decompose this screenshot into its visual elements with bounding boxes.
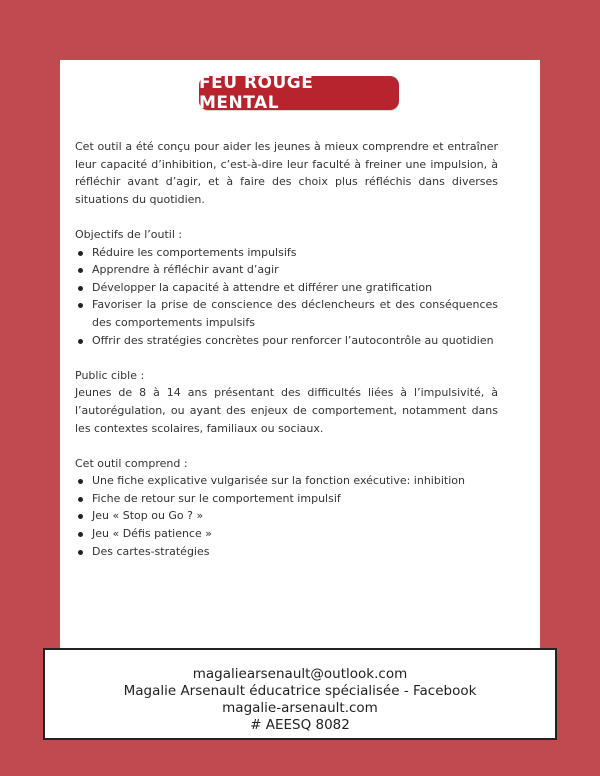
- bullet-icon: [78, 497, 83, 502]
- bullet-icon: [78, 339, 83, 344]
- bullet-icon: [78, 479, 83, 484]
- list-item: Des cartes-stratégies: [75, 543, 498, 561]
- contact-email[interactable]: magaliearsenault@outlook.com: [192, 666, 408, 682]
- list-item: Développer la capacité à attendre et différer une gratification: [75, 279, 498, 297]
- bullet-icon: [78, 532, 83, 537]
- document-body: [75, 138, 498, 560]
- list-item: Apprendre à réfléchir avant d’agir: [75, 261, 498, 279]
- bullet-icon: [78, 303, 83, 308]
- bullet-icon: [78, 268, 83, 273]
- list-item: Jeu « Stop ou Go ? »: [75, 507, 498, 525]
- audience-text: Jeunes de 8 à 14 ans présentant des difficultés liées à l’impulsivité, à l’autorégulation, ou ayant des enjeux de comportement, notamment dans les contextes scolaires, familiaux ou sociaux.: [75, 386, 498, 435]
- list-item: Réduire les comportements impulsifs: [75, 244, 498, 262]
- list-item: Jeu « Défis patience »: [75, 525, 498, 543]
- bullet-icon: [78, 251, 83, 256]
- contact-website[interactable]: magalie-arsenault.com: [222, 700, 378, 716]
- list-item: Favoriser la prise de conscience des déclencheurs et des conséquences des comportements impulsifs: [75, 296, 498, 331]
- contents-label: Cet outil comprend :: [75, 456, 188, 470]
- contents-list: [75, 472, 498, 560]
- audience-label: Public cible :: [75, 368, 145, 382]
- list-item: Fiche de retour sur le comportement impulsif: [75, 490, 498, 508]
- objectives-label: Objectifs de l’outil :: [75, 227, 183, 241]
- list-item: Une fiche explicative vulgarisée sur la fonction exécutive: inhibition: [75, 472, 498, 490]
- document-title: FEU ROUGE MENTAL: [199, 76, 399, 110]
- bullet-icon: [78, 286, 83, 291]
- list-item: Offrir des stratégies concrètes pour renforcer l’autocontrôle au quotidien: [75, 332, 498, 350]
- aeesq-number: # AEESQ 8082: [250, 717, 350, 733]
- bullet-icon: [78, 550, 83, 555]
- objectives-list: [75, 244, 498, 350]
- contact-footer: [43, 648, 557, 740]
- intro-paragraph: Cet outil a été conçu pour aider les jeunes à mieux comprendre et entraîner leur capacité d’inhibition, c’est-à-dire leur faculté à freiner une impulsion, à réfléchir avant d’agir, et à faire des choix plus réfléchis dans diverses situations du quotidien.: [75, 140, 498, 206]
- contact-facebook[interactable]: Magalie Arsenault éducatrice spécialisée - Facebook: [123, 683, 477, 699]
- bullet-icon: [78, 514, 83, 519]
